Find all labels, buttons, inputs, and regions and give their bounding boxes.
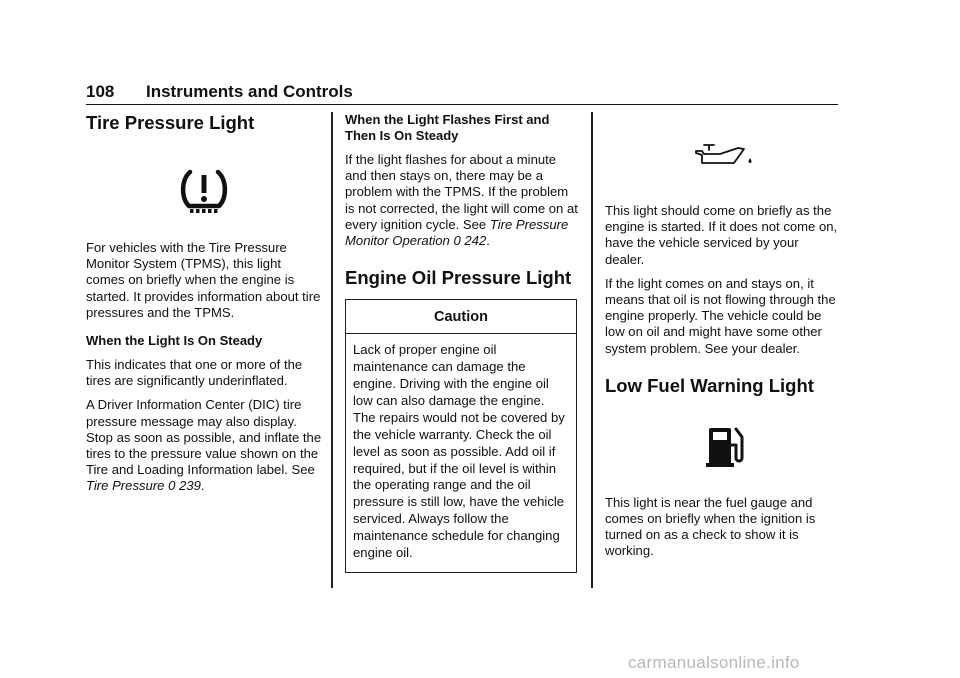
page-header bbox=[86, 82, 838, 105]
flashes-text: If the light flashes for about a minute and then stays on, there may be a problem with the TPMS. If the problem is not corrected, the light will come on at every ignition cycle. See bbox=[345, 152, 578, 232]
tire-pressure-link[interactable]: Tire Pressure 0 239 bbox=[86, 478, 201, 494]
column-2 bbox=[345, 112, 581, 573]
tpms-operation-link[interactable]: Tire Pressure Monitor Operation 0 242 bbox=[345, 216, 569, 249]
caution-title: Caution bbox=[346, 300, 576, 334]
page-number: 108 bbox=[86, 82, 115, 101]
column-3 bbox=[605, 112, 841, 560]
column-divider-2 bbox=[591, 112, 593, 588]
fuel-pump-icon bbox=[605, 423, 841, 469]
flashes-paragraph: If the light flashes for about a minute and then stays on, there may be a problem with the TPMS. If the problem is not corrected, the light will come on at every ignition cycle. See Tire Pressure Monitor Operation 0 242. bbox=[345, 152, 578, 249]
oil-light-paragraph-2: If the light comes on and stays on, it means that oil is not flowing through the engine properly. The vehicle could be low on oil and might have some other system problem. See your dealer. bbox=[605, 275, 836, 356]
caution-box bbox=[345, 299, 577, 573]
oil-can-icon bbox=[605, 142, 841, 168]
tire-pressure-heading: Tire Pressure Light bbox=[86, 112, 255, 133]
steady-light-subheading: When the Light Is On Steady bbox=[86, 333, 263, 349]
page-ref-icon: 0 bbox=[168, 478, 176, 494]
watermark-text: carmanualsonline.info bbox=[628, 653, 800, 672]
column-1 bbox=[86, 112, 322, 495]
dic-message-paragraph: A Driver Information Center (DIC) tire pressure message may also display. Stop as soon as possible, and inflate the tires to the pressure value shown on the Tire and Loading Information label. See Tire Pressure 0 239. bbox=[86, 397, 322, 494]
page-ref-icon: 0 bbox=[453, 233, 461, 249]
section-title: Instruments and Controls bbox=[146, 82, 353, 101]
flashes-subheading: When the Light Flashes First and Then Is On Steady bbox=[345, 112, 550, 143]
fuel-light-paragraph: This light is near the fuel gauge and comes on briefly when the ignition is turned on as a check to show it is working. bbox=[605, 494, 816, 559]
oil-light-paragraph-1: This light should come on briefly as the engine is started. If it does not come on, have the vehicle serviced by your dealer. bbox=[605, 203, 838, 267]
column-divider-1 bbox=[331, 112, 333, 588]
steady-light-paragraph: This indicates that one or more of the tires are significantly underinflated. bbox=[86, 357, 303, 389]
oil-pressure-heading: Engine Oil Pressure Light bbox=[345, 267, 572, 289]
tpms-intro-paragraph: For vehicles with the Tire Pressure Monitor System (TPMS), this light comes on briefly when the engine is started. It provides information about tire pressures and the TPMS. bbox=[86, 240, 321, 320]
tpms-warning-icon bbox=[86, 166, 322, 216]
caution-text: Lack of proper engine oil maintenance can damage the engine. Driving with the engine oil low can also damage the engine. The repairs would not be covered by the vehicle warranty. Check the oil level as soon as possible. Add oil if required, but if the oil level is within the operating range and the oil pressure is still low, have the vehicle serviced. Always follow the maintenance schedule for changing engine oil. bbox=[353, 342, 565, 561]
dic-message-text: A Driver Information Center (DIC) tire pressure message may also display. Stop as soon as possible, and inflate the tires to the pressure value shown on the Tire and Loading Information label. See bbox=[86, 397, 322, 478]
low-fuel-heading: Low Fuel Warning Light bbox=[605, 374, 814, 396]
